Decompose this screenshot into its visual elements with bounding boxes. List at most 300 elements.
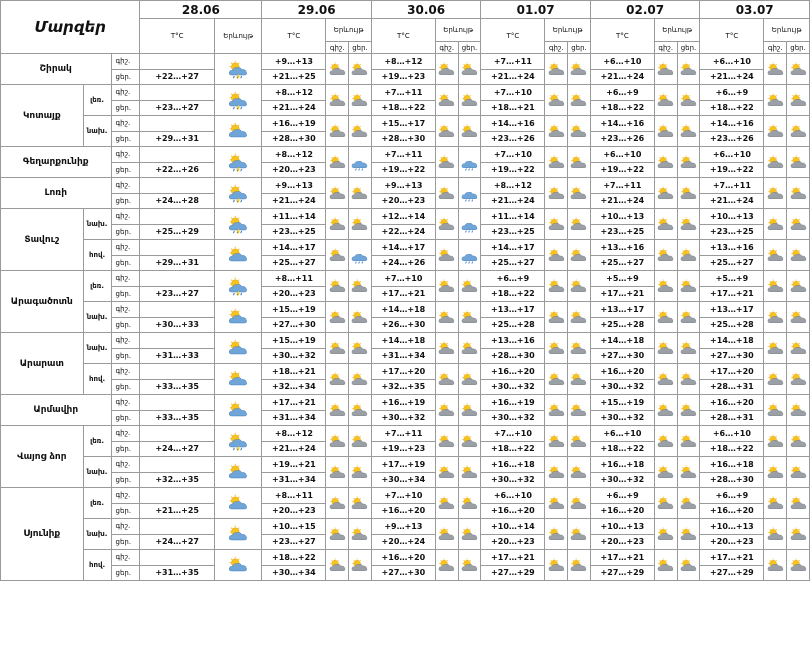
table-title: Մարզեր [1,1,140,54]
weather-icon [350,246,369,265]
temperature: +19…+22 [371,162,435,178]
weather-icon [350,494,369,513]
weather-icon-cell [214,240,262,271]
temperature: +25…+28 [700,317,764,333]
zone-label: նախ. [83,457,111,488]
temperature [140,271,214,287]
weather-icon [679,556,698,575]
weather-icon [547,277,566,296]
temperature: +17…+20 [371,364,435,380]
weather-icon [227,524,249,543]
phenomena-column-header: Երևույթ [435,19,480,42]
weather-icon [569,401,588,420]
temperature: +16…+20 [700,395,764,411]
weather-icon [547,463,566,482]
temperature: +6…+10 [700,426,764,442]
temperature: +17…+21 [262,395,326,411]
time-of-day: գիշ. [111,209,140,225]
temperature: +16…+20 [590,364,654,380]
weather-icon [656,463,675,482]
weather-icon-cell [568,395,591,426]
weather-icon-cell [458,147,481,178]
temperature: +25…+28 [590,317,654,333]
weather-icon [569,153,588,172]
weather-icon-cell [568,209,591,240]
weather-icon-cell [326,147,349,178]
temperature: +21…+24 [700,69,764,85]
temperature: +20…+23 [481,534,545,550]
weather-icon [460,525,479,544]
weather-icon [679,308,698,327]
temperature: +6…+9 [700,488,764,504]
weather-icon [656,184,675,203]
weather-icon [350,215,369,234]
time-of-day: ցեր. [111,286,140,302]
temperature: +18…+22 [481,441,545,457]
weather-icon-cell [435,116,458,147]
temp-column-header: T°C [262,19,326,54]
temperature: +21…+24 [481,193,545,209]
temperature: +13…+17 [700,302,764,318]
weather-icon-cell [458,302,481,333]
temperature: +16…+18 [700,457,764,473]
weather-icon-cell [677,271,700,302]
weather-icon-cell [435,302,458,333]
weather-icon-cell [764,550,787,581]
weather-icon-cell [435,147,458,178]
weather-icon-cell [654,488,677,519]
weather-icon-cell [568,147,591,178]
weather-icon [679,339,698,358]
weather-icon-cell [568,302,591,333]
temperature: +27…+30 [371,565,435,581]
day-subheader: ցեր. [677,42,700,54]
weather-icon [227,555,249,574]
weather-icon [656,494,675,513]
weather-icon-cell [435,209,458,240]
temperature: +22…+26 [140,162,214,178]
time-of-day: գիշ. [111,178,140,194]
weather-icon [460,122,479,141]
weather-icon [656,60,675,79]
weather-icon [437,432,456,451]
temperature: +7…+10 [481,147,545,163]
weather-icon-cell [787,54,810,85]
temperature: +19…+23 [371,69,435,85]
time-of-day: գիշ. [111,302,140,318]
weather-icon-cell [764,240,787,271]
weather-icon [328,525,347,544]
weather-icon [569,277,588,296]
temperature: +25…+27 [700,255,764,271]
temp-column-header: T°C [371,19,435,54]
temperature: +8…+12 [371,54,435,70]
temperature: +21…+24 [700,193,764,209]
temperature: +23…+27 [140,286,214,302]
weather-icon-cell [545,457,568,488]
temperature: +32…+35 [140,472,214,488]
weather-icon [437,277,456,296]
weather-icon-cell [545,209,568,240]
weather-icon-cell [435,395,458,426]
weather-icon [789,339,808,358]
zone-label: հով. [83,240,111,271]
weather-icon [328,463,347,482]
temperature: +16…+20 [371,550,435,566]
weather-icon-cell [326,519,349,550]
weather-icon [350,525,369,544]
temperature: +15…+19 [262,333,326,349]
region-name: Արմավիր [1,395,112,426]
weather-icon [460,432,479,451]
temperature [140,457,214,473]
night-subheader: գիշ. [764,42,787,54]
region-name: Վայոց ձոր [1,426,84,488]
temperature: +15…+19 [262,302,326,318]
temperature: +14…+17 [481,240,545,256]
temperature: +23…+27 [140,100,214,116]
zone-label: նախ. [83,209,111,240]
temperature: +16…+19 [262,116,326,132]
time-of-day: գիշ. [111,519,140,535]
temperature [140,333,214,349]
forecast-row [1,178,810,194]
weather-icon [437,339,456,358]
weather-icon [766,122,785,141]
temperature: +7…+11 [700,178,764,194]
weather-icon [656,556,675,575]
weather-icon [789,308,808,327]
weather-icon [679,215,698,234]
weather-icon-cell [349,147,372,178]
temperature: +17…+19 [371,457,435,473]
temperature: +25…+27 [481,255,545,271]
temperature: +17…+21 [481,550,545,566]
temperature: +23…+26 [700,131,764,147]
time-of-day: ցեր. [111,503,140,519]
time-of-day: ցեր. [111,565,140,581]
weather-icon-cell [326,488,349,519]
weather-icon-cell [214,54,262,85]
weather-icon-cell [349,240,372,271]
temperature: +13…+17 [590,302,654,318]
weather-icon [789,370,808,389]
night-subheader: գիշ. [545,42,568,54]
time-of-day: գիշ. [111,54,140,70]
weather-icon-cell [654,364,677,395]
temperature: +18…+22 [262,550,326,566]
weather-icon-cell [458,54,481,85]
weather-icon-cell [349,271,372,302]
weather-icon-cell [458,519,481,550]
weather-icon-cell [568,271,591,302]
temperature: +18…+22 [481,286,545,302]
time-of-day: ցեր. [111,131,140,147]
weather-icon-cell [214,395,262,426]
temperature: +16…+19 [481,395,545,411]
weather-icon-cell [568,178,591,209]
temperature: +10…+13 [700,209,764,225]
weather-icon [569,339,588,358]
weather-icon-cell [349,488,372,519]
weather-icon-cell [349,426,372,457]
weather-icon-cell [764,426,787,457]
weather-icon [789,463,808,482]
weather-icon [547,153,566,172]
weather-icon-cell [214,302,262,333]
temperature: +8…+11 [262,488,326,504]
temperature: +30…+33 [140,317,214,333]
weather-icon-cell [677,209,700,240]
temperature: +28…+31 [700,410,764,426]
weather-icon [766,556,785,575]
weather-icon-cell [568,240,591,271]
weather-icon-cell [326,364,349,395]
weather-icon-cell [787,178,810,209]
temperature: +27…+29 [700,565,764,581]
temperature: +29…+31 [140,255,214,271]
weather-icon-cell [568,519,591,550]
weather-icon-cell [677,457,700,488]
time-of-day: գիշ. [111,488,140,504]
weather-icon [656,215,675,234]
temperature: +6…+10 [590,147,654,163]
temperature: +20…+23 [262,162,326,178]
weather-icon [437,401,456,420]
weather-icon [328,215,347,234]
weather-icon-cell [326,85,349,116]
weather-icon-cell [458,550,481,581]
temperature: +27…+30 [262,317,326,333]
region-name: Արարատ [1,333,84,395]
weather-icon-cell [435,457,458,488]
weather-icon-cell [326,457,349,488]
night-subheader: գիշ. [654,42,677,54]
weather-icon [547,339,566,358]
temperature: +26…+30 [371,317,435,333]
weather-icon [789,556,808,575]
weather-icon [437,215,456,234]
weather-icon [437,308,456,327]
temperature: +25…+29 [140,224,214,240]
weather-icon-cell [545,178,568,209]
temperature: +7…+10 [371,271,435,287]
weather-icon [460,494,479,513]
weather-icon-cell [764,519,787,550]
zone-label: լեռ. [83,271,111,302]
temperature: +14…+18 [590,333,654,349]
zone-label: լեռ. [83,85,111,116]
weather-icon-cell [787,209,810,240]
weather-icon-cell [349,54,372,85]
temperature: +32…+34 [262,379,326,395]
weather-icon-cell [677,85,700,116]
temperature: +8…+11 [262,271,326,287]
weather-icon [569,215,588,234]
weather-icon-cell [435,178,458,209]
temperature: +6…+10 [590,426,654,442]
temperature: +30…+32 [481,472,545,488]
weather-icon-cell [654,147,677,178]
day-subheader: ցեր. [787,42,810,54]
weather-icon-cell [677,147,700,178]
weather-icon-cell [677,395,700,426]
night-subheader: գիշ. [435,42,458,54]
temperature: +17…+20 [700,364,764,380]
weather-icon [437,556,456,575]
date-header: 02.07 [590,1,700,19]
forecast-row [1,85,810,101]
forecast-row [1,395,810,411]
temperature: +21…+24 [590,193,654,209]
zone-label: լեռ. [83,488,111,519]
temperature [140,209,214,225]
zone-label: նախ. [83,333,111,364]
temperature: +25…+28 [481,317,545,333]
temperature: +23…+25 [481,224,545,240]
weather-icon-cell [458,457,481,488]
weather-icon [328,122,347,141]
weather-icon [328,246,347,265]
weather-icon-cell [214,426,262,457]
weather-icon [437,463,456,482]
weather-icon-cell [326,333,349,364]
weather-icon [766,91,785,110]
weather-icon [789,184,808,203]
weather-icon [460,556,479,575]
weather-icon [789,215,808,234]
weather-icon [679,122,698,141]
weather-icon-cell [764,85,787,116]
weather-icon-cell [787,488,810,519]
temperature: +30…+32 [590,379,654,395]
weather-icon-cell [677,488,700,519]
weather-icon [227,276,249,295]
temperature: +15…+17 [371,116,435,132]
weather-icon-cell [545,333,568,364]
weather-icon [227,183,249,202]
temperature: +18…+21 [262,364,326,380]
temperature: +8…+12 [262,147,326,163]
weather-icon-cell [349,364,372,395]
weather-icon-cell [349,209,372,240]
weather-icon-cell [349,519,372,550]
weather-icon [547,308,566,327]
temperature: +30…+34 [262,565,326,581]
temperature: +27…+30 [700,348,764,364]
zone-label: լեռ. [83,426,111,457]
weather-icon [789,277,808,296]
phenomena-column-header: Երևույթ [545,19,590,42]
weather-icon [679,494,698,513]
temperature: +13…+16 [700,240,764,256]
forecast-row [1,240,810,256]
weather-icon-cell [787,271,810,302]
weather-icon-cell [764,488,787,519]
weather-icon [789,525,808,544]
weather-icon [569,91,588,110]
weather-icon-cell [326,209,349,240]
weather-icon [350,153,369,172]
weather-icon [437,122,456,141]
temperature [140,178,214,194]
forecast-row [1,488,810,504]
temperature: +15…+19 [590,395,654,411]
forecast-row [1,519,810,535]
weather-icon [569,556,588,575]
forecast-row [1,457,810,473]
temperature: +28…+31 [700,379,764,395]
temperature: +9…+13 [262,54,326,70]
temperature: +10…+14 [481,519,545,535]
weather-icon [227,90,249,109]
weather-icon [766,432,785,451]
time-of-day: գիշ. [111,364,140,380]
weather-icon [437,184,456,203]
temperature: +16…+18 [481,457,545,473]
forecast-row [1,209,810,225]
temperature: +16…+20 [481,364,545,380]
weather-icon [350,122,369,141]
weather-icon [766,60,785,79]
weather-icon-cell [435,519,458,550]
weather-icon [460,184,479,203]
temperature: +14…+18 [371,302,435,318]
temperature [140,240,214,256]
weather-icon [437,246,456,265]
weather-icon-cell [568,457,591,488]
weather-icon [547,401,566,420]
weather-icon-cell [787,240,810,271]
time-of-day: ցեր. [111,317,140,333]
weather-icon [766,246,785,265]
temperature: +6…+10 [590,54,654,70]
weather-icon [227,307,249,326]
weather-icon-cell [435,488,458,519]
temperature: +11…+14 [262,209,326,225]
weather-icon-cell [654,395,677,426]
weather-icon-cell [326,116,349,147]
temperature: +24…+27 [140,441,214,457]
weather-icon [350,401,369,420]
temperature: +18…+22 [371,100,435,116]
weather-icon-cell [677,178,700,209]
weather-icon-cell [764,147,787,178]
temperature: +17…+21 [700,286,764,302]
weather-icon-cell [787,147,810,178]
weather-icon-cell [677,426,700,457]
weather-icon-cell [214,209,262,240]
temperature: +22…+24 [371,224,435,240]
region-name: Շիրակ [1,54,112,85]
weather-icon [227,400,249,419]
zone-label: նախ. [83,302,111,333]
weather-icon [328,91,347,110]
temperature [140,147,214,163]
weather-icon-cell [326,240,349,271]
weather-icon [569,463,588,482]
temperature: +6…+10 [700,54,764,70]
temperature: +13…+17 [481,302,545,318]
weather-icon-cell [654,550,677,581]
weather-icon [460,215,479,234]
weather-icon-cell [458,271,481,302]
weather-icon [569,432,588,451]
weather-icon-cell [545,488,568,519]
weather-icon-cell [654,54,677,85]
temperature: +28…+30 [262,131,326,147]
weather-icon [227,338,249,357]
